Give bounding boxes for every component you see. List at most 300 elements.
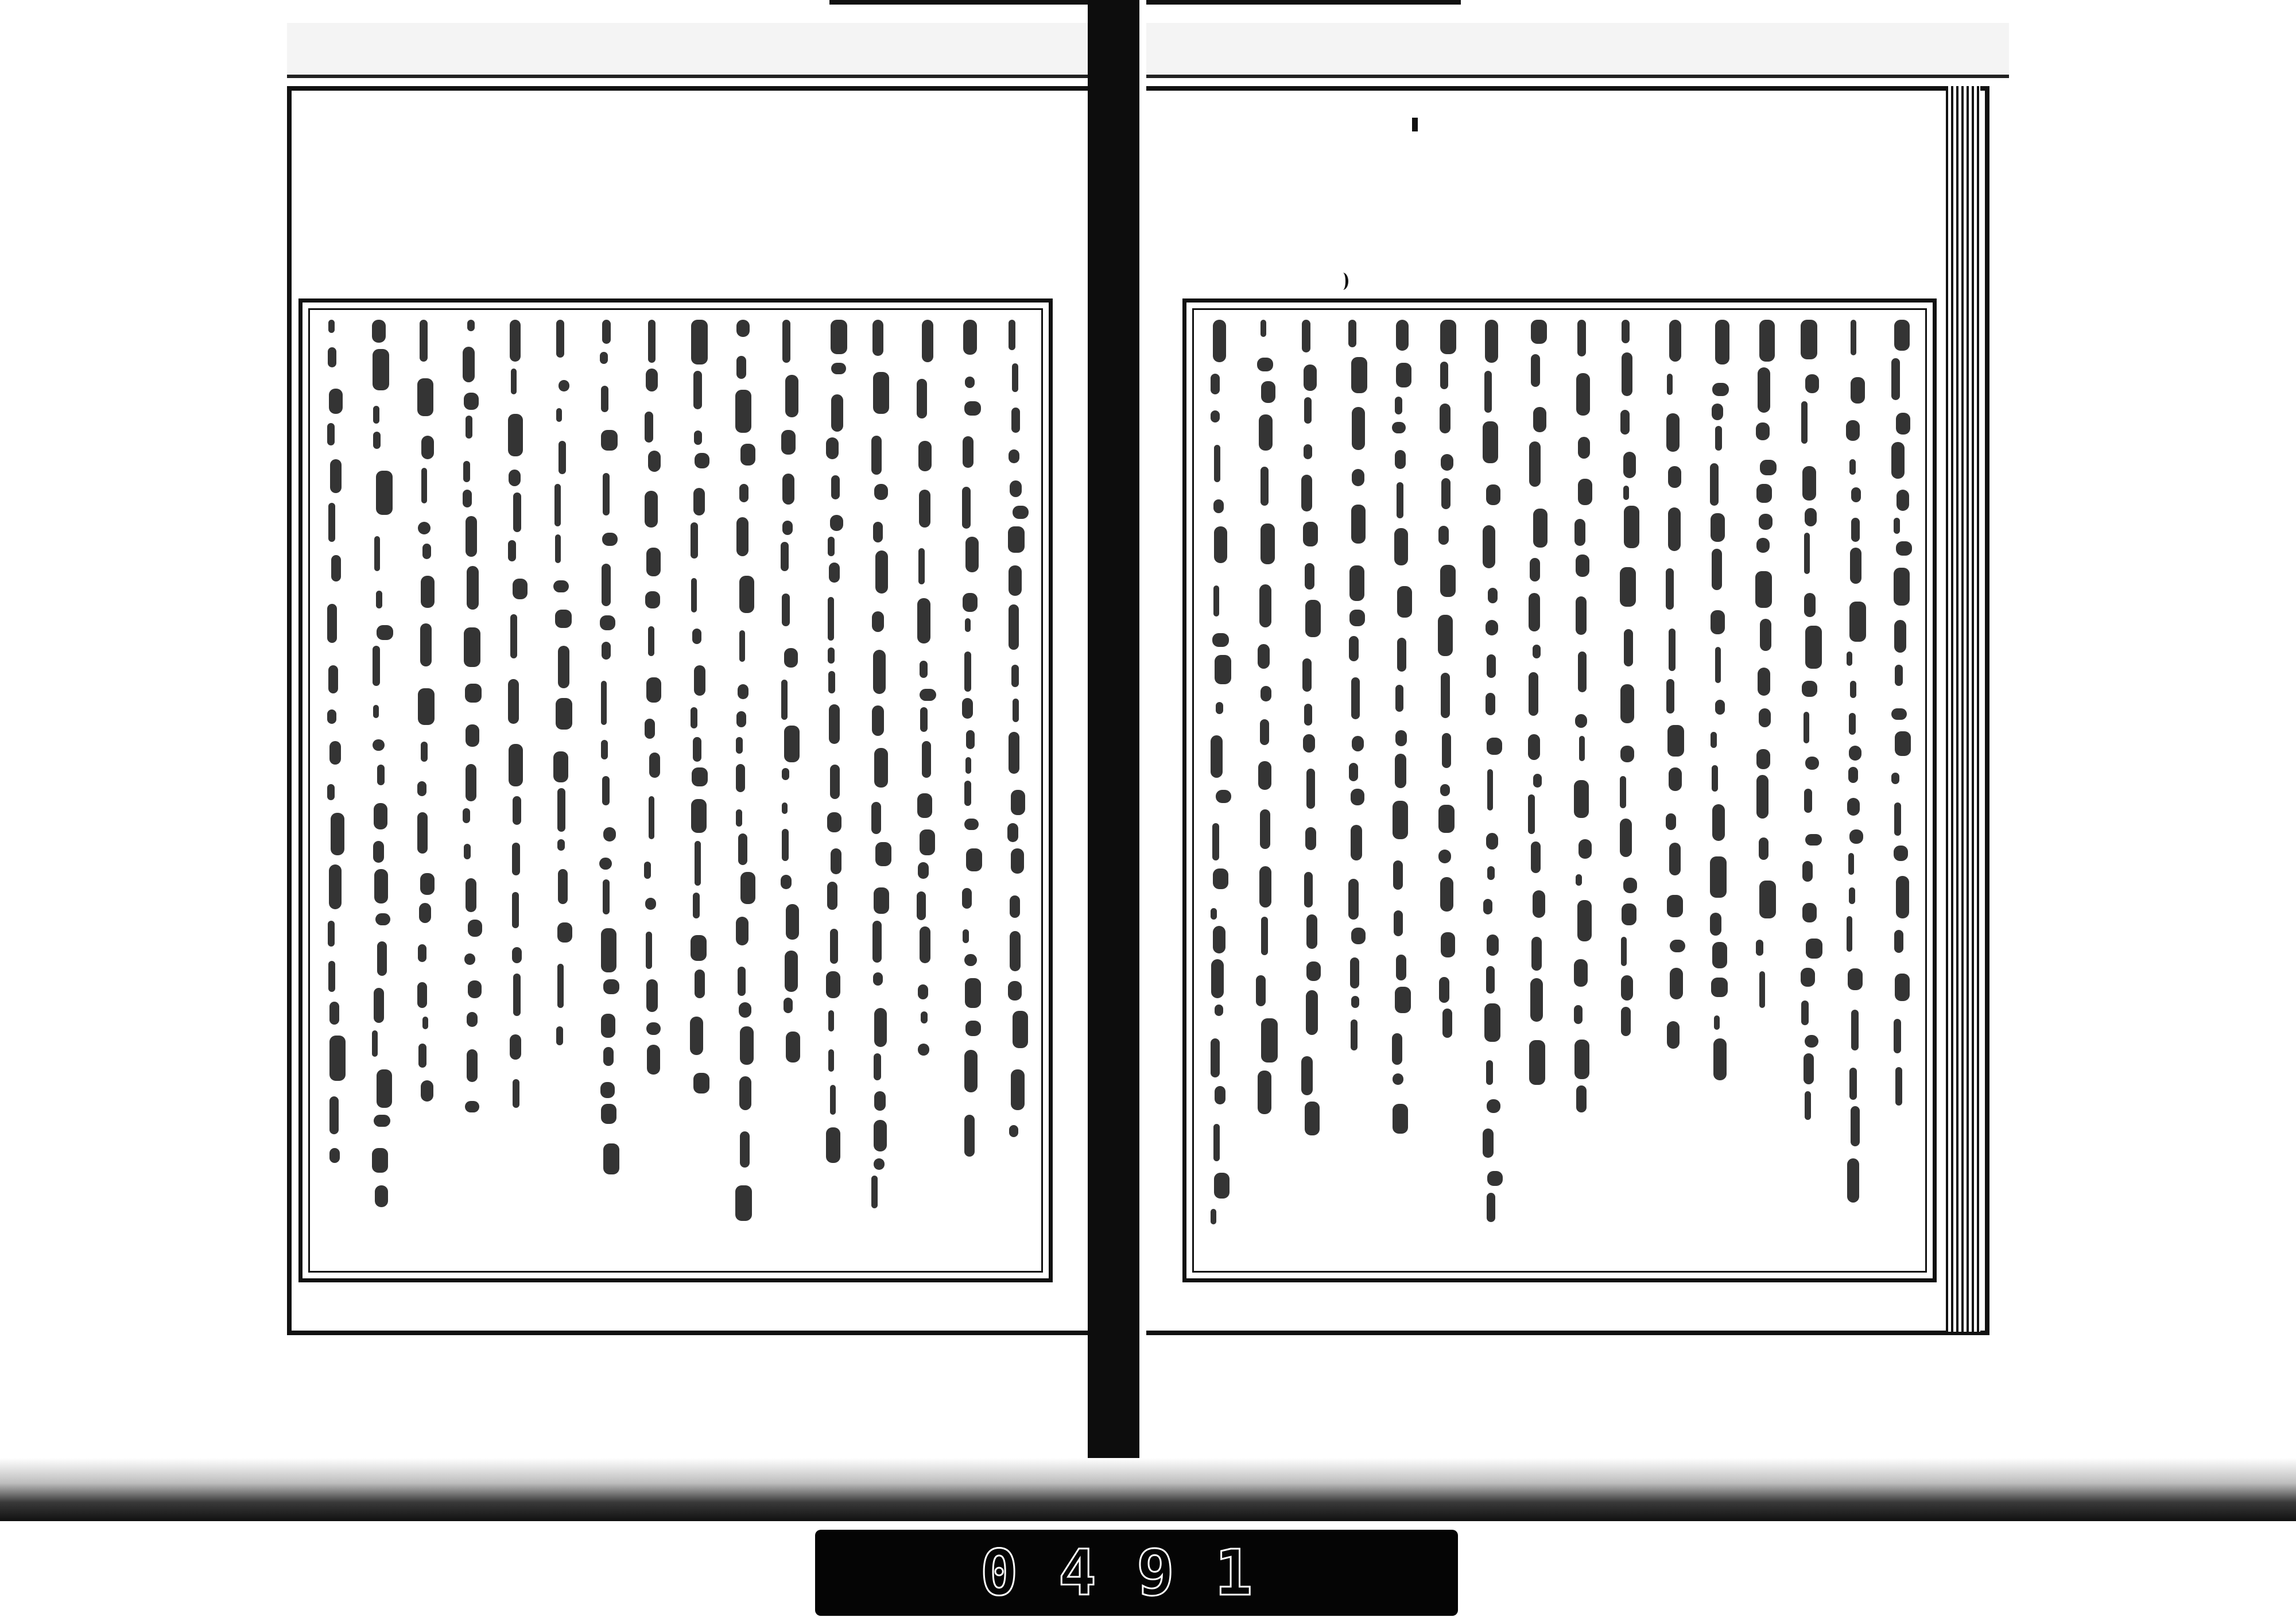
ink-stroke [646, 369, 658, 391]
ink-stroke [1666, 679, 1674, 714]
ink-stroke [1010, 480, 1022, 497]
ink-stroke [558, 869, 568, 904]
ink-stroke [826, 1127, 840, 1163]
ink-stroke [1395, 685, 1403, 712]
ink-stroke [1216, 790, 1231, 803]
ink-stroke [921, 1011, 928, 1023]
ink-stroke [511, 369, 517, 394]
ink-stroke [1212, 823, 1219, 860]
ink-stroke [1623, 486, 1629, 500]
ink-stroke [966, 848, 982, 871]
ink-stroke [875, 550, 888, 594]
handwritten-column [325, 320, 345, 1261]
ink-stroke [464, 393, 479, 410]
frame-number: 0491 [980, 1536, 1293, 1610]
ink-stroke [781, 875, 792, 889]
ink-stroke [872, 921, 882, 963]
ink-stroke [1891, 708, 1907, 720]
ink-stroke [831, 320, 847, 354]
handwritten-column [1006, 320, 1026, 1261]
ink-stroke [1802, 681, 1817, 697]
ink-stroke [601, 1104, 616, 1124]
ink-stroke [1576, 874, 1582, 886]
ink-stroke [922, 320, 933, 362]
ink-stroke [1846, 420, 1860, 441]
ink-stroke [1393, 1073, 1403, 1085]
ink-stroke [739, 484, 748, 502]
ink-stroke [922, 741, 931, 778]
ink-stroke [1306, 961, 1321, 981]
ink-stroke [736, 356, 746, 379]
ink-stroke [830, 765, 840, 799]
ink-stroke [556, 320, 564, 358]
ink-stroke [1577, 320, 1586, 356]
ink-stroke [965, 377, 975, 388]
ink-stroke [374, 803, 387, 829]
ink-stroke [1801, 401, 1808, 444]
ink-stroke [830, 1085, 836, 1115]
ink-stroke [1620, 776, 1626, 808]
ink-stroke [1350, 957, 1359, 988]
ink-stroke [784, 998, 793, 1013]
ink-stroke [828, 647, 835, 664]
ink-stroke [329, 1002, 339, 1025]
ink-stroke [644, 862, 651, 879]
ink-stroke [646, 932, 652, 969]
ink-stroke [1304, 704, 1312, 726]
ink-stroke [872, 320, 883, 356]
ink-stroke [1804, 712, 1809, 743]
ink-stroke [1894, 846, 1908, 861]
ink-stroke [1215, 655, 1231, 684]
ink-stroke [1013, 1011, 1028, 1048]
ink-stroke [467, 566, 479, 610]
ink-stroke [422, 544, 431, 559]
ink-stroke [738, 684, 748, 699]
ink-stroke [739, 1002, 751, 1018]
ink-stroke [1620, 819, 1632, 857]
ink-stroke [555, 534, 561, 563]
ink-stroke [1487, 738, 1502, 755]
ink-stroke [874, 1053, 881, 1080]
ink-stroke [874, 1091, 886, 1111]
ink-stroke [328, 320, 335, 333]
ink-stroke [1531, 842, 1541, 873]
ink-stroke [1487, 1193, 1495, 1222]
ink-stroke [1756, 749, 1770, 769]
ink-stroke [740, 872, 755, 904]
ink-stroke [1397, 586, 1412, 618]
ink-stroke [1442, 1009, 1452, 1038]
ink-stroke [963, 320, 977, 355]
ink-stroke [1622, 903, 1636, 925]
ink-stroke [420, 873, 435, 895]
ink-stroke [831, 363, 846, 374]
ink-stroke [1211, 959, 1224, 998]
ink-stroke [1669, 767, 1682, 791]
ink-stroke [918, 862, 929, 879]
handwritten-column [870, 320, 890, 1261]
ink-stroke [555, 610, 572, 628]
ink-stroke [735, 1185, 752, 1221]
ink-stroke [463, 347, 475, 382]
ink-stroke [1011, 408, 1020, 433]
ink-stroke [1349, 763, 1358, 781]
ink-stroke [603, 473, 610, 515]
ink-stroke [963, 929, 969, 943]
ink-stroke [1261, 686, 1271, 701]
ink-stroke [463, 808, 470, 823]
ink-stroke [1440, 784, 1450, 796]
ink-stroke [1211, 1209, 1216, 1224]
ink-stroke [1213, 868, 1228, 889]
handwritten-column [416, 320, 436, 1261]
ink-stroke [1758, 668, 1770, 696]
ink-stroke [693, 737, 701, 762]
ink-stroke [1351, 357, 1367, 393]
ink-stroke [691, 522, 698, 559]
ink-stroke [738, 967, 746, 996]
ink-stroke [329, 1036, 346, 1081]
ink-stroke [1260, 809, 1270, 849]
ink-stroke [1349, 565, 1364, 601]
ink-stroke [329, 741, 341, 765]
ink-stroke [736, 764, 745, 792]
ink-stroke [1623, 878, 1637, 893]
ink-stroke [1259, 414, 1273, 451]
ink-stroke [1304, 397, 1312, 424]
ink-stroke [917, 379, 927, 418]
ink-stroke [1215, 1086, 1225, 1104]
ink-stroke [1302, 320, 1310, 352]
ink-stroke [740, 444, 755, 466]
ink-stroke [691, 935, 707, 961]
handwritten-column [1890, 320, 1910, 1261]
ink-stroke [601, 681, 607, 725]
ink-stroke [1760, 460, 1777, 475]
ink-stroke [1010, 895, 1020, 918]
ink-stroke [1578, 652, 1587, 692]
ink-stroke [1304, 364, 1317, 391]
ink-stroke [784, 648, 798, 668]
ink-stroke [373, 841, 384, 863]
ink-stroke [557, 788, 565, 832]
ink-stroke [1894, 930, 1903, 953]
ink-stroke [1394, 528, 1408, 565]
ink-stroke [1301, 475, 1312, 511]
ink-stroke [1258, 761, 1271, 790]
ink-stroke [513, 579, 528, 599]
ink-stroke [1623, 452, 1636, 478]
ink-stroke [873, 650, 886, 694]
ink-stroke [1483, 899, 1492, 914]
ink-stroke [828, 537, 835, 556]
ink-stroke [1211, 735, 1223, 778]
handwritten-column [461, 320, 481, 1261]
ink-stroke [872, 705, 884, 736]
ink-stroke [1710, 913, 1721, 936]
ink-stroke [917, 598, 930, 643]
ink-stroke [1487, 654, 1496, 678]
ink-stroke [1896, 541, 1912, 556]
ink-stroke [875, 842, 891, 866]
ink-stroke [603, 1143, 619, 1174]
ink-stroke [1666, 413, 1680, 452]
ink-stroke [1393, 1104, 1408, 1134]
ink-stroke [871, 436, 882, 475]
ink-stroke [691, 799, 707, 833]
ink-stroke [1302, 658, 1312, 692]
ink-stroke [375, 1185, 388, 1207]
ink-stroke [1576, 1085, 1587, 1112]
ink-stroke [1010, 931, 1021, 971]
ink-stroke [1303, 734, 1315, 753]
ink-stroke [782, 802, 788, 814]
ink-stroke [1261, 524, 1275, 564]
ink-stroke [736, 320, 750, 337]
ink-stroke [646, 677, 661, 703]
ink-stroke [962, 698, 973, 719]
ink-stroke [1896, 490, 1909, 511]
ink-stroke [1257, 358, 1273, 371]
ink-stroke [1348, 879, 1359, 920]
ink-stroke [782, 768, 789, 780]
ink-stroke [738, 833, 747, 865]
ink-stroke [1529, 593, 1540, 631]
ink-stroke [1806, 939, 1822, 959]
handwritten-column [1436, 320, 1456, 1261]
ink-stroke [1531, 354, 1540, 387]
ink-stroke [509, 744, 523, 786]
ink-stroke [1851, 487, 1861, 502]
ink-stroke [510, 320, 521, 362]
ink-stroke [1211, 410, 1220, 422]
ink-stroke [965, 618, 971, 632]
ink-stroke [464, 844, 471, 859]
ink-stroke [1009, 320, 1015, 350]
ink-stroke [1850, 681, 1856, 698]
ink-stroke [1804, 789, 1812, 813]
ink-stroke [648, 451, 661, 472]
ink-stroke [1216, 702, 1223, 714]
ink-stroke [1484, 1003, 1500, 1042]
ink-mark [1337, 273, 1348, 290]
ink-stroke [464, 627, 480, 667]
ink-stroke [1303, 522, 1318, 546]
ink-stroke [1394, 910, 1403, 936]
ink-stroke [1576, 554, 1589, 577]
ink-stroke [871, 1176, 878, 1208]
ink-stroke [694, 665, 705, 696]
ink-stroke [1711, 732, 1717, 748]
ink-stroke [1213, 585, 1219, 616]
ink-stroke [1305, 1102, 1320, 1135]
ink-stroke [1351, 505, 1366, 544]
ink-stroke [374, 536, 380, 571]
ink-stroke [1801, 1001, 1809, 1025]
ink-stroke [1847, 652, 1852, 666]
ink-stroke [372, 320, 386, 343]
ink-stroke [872, 611, 884, 632]
ink-stroke [963, 436, 974, 468]
ink-stroke [1011, 848, 1024, 874]
ink-stroke [1896, 876, 1909, 918]
ink-stroke [1214, 445, 1220, 482]
ink-stroke [693, 488, 705, 515]
ink-stroke [691, 320, 708, 364]
ink-stroke [421, 1080, 433, 1102]
ink-stroke [1211, 1038, 1220, 1077]
ink-stroke [330, 459, 342, 493]
ink-stroke [1575, 714, 1587, 728]
ink-stroke [1851, 377, 1865, 404]
ink-stroke [1213, 320, 1226, 362]
ink-stroke [1756, 422, 1770, 440]
ink-stroke [1712, 942, 1727, 968]
ink-stroke [1801, 320, 1817, 359]
ink-stroke [1486, 833, 1498, 850]
ink-stroke [965, 537, 979, 572]
ink-stroke [1760, 619, 1771, 651]
ink-stroke [512, 947, 522, 963]
handwritten-column [1709, 320, 1728, 1261]
ink-stroke [1847, 916, 1852, 952]
ink-stroke [603, 1047, 614, 1066]
ink-stroke [328, 921, 335, 947]
ink-stroke [830, 929, 838, 964]
ink-stroke [1533, 509, 1548, 548]
ink-stroke [1895, 1067, 1902, 1106]
ink-stroke [377, 1069, 392, 1108]
ink-stroke [1529, 672, 1538, 716]
ink-stroke [1669, 320, 1681, 362]
ink-stroke [964, 819, 979, 830]
ink-stroke [1850, 548, 1861, 584]
ink-stroke [1805, 508, 1817, 526]
ink-stroke [328, 665, 338, 693]
ink-stroke [649, 753, 660, 778]
ink-stroke [1668, 466, 1681, 488]
ink-stroke [603, 879, 610, 914]
ink-stroke [554, 484, 561, 526]
ink-stroke [463, 490, 472, 507]
ink-stroke [829, 563, 840, 583]
ink-stroke [418, 522, 430, 534]
ink-stroke [782, 320, 790, 363]
ink-stroke [373, 646, 380, 686]
left-text-frame [298, 298, 1053, 1282]
handwritten-column [1799, 320, 1819, 1261]
ink-stroke [1351, 825, 1362, 860]
ink-stroke [374, 1115, 390, 1127]
ink-stroke [1667, 1021, 1680, 1049]
ink-stroke [374, 988, 384, 1023]
ink-stroke [690, 1017, 703, 1055]
ink-stroke [1438, 526, 1449, 545]
ink-stroke [1013, 506, 1029, 519]
ink-stroke [1258, 1071, 1271, 1114]
ink-stroke [1397, 638, 1406, 672]
bottom-shadow [0, 1458, 2296, 1521]
ink-stroke [1805, 757, 1819, 770]
ink-stroke [1805, 1035, 1818, 1048]
ink-stroke [645, 719, 655, 739]
ink-stroke [601, 386, 608, 412]
ink-stroke [1301, 1056, 1313, 1095]
ink-stroke [1009, 604, 1019, 650]
ink-stroke [1528, 734, 1540, 760]
frame-number-plate [815, 1530, 1458, 1616]
ink-stroke [874, 1008, 887, 1047]
ink-stroke [874, 1158, 885, 1170]
ink-stroke [964, 401, 981, 416]
ink-stroke [1759, 837, 1768, 860]
ink-stroke [1261, 917, 1268, 955]
ink-stroke [602, 776, 610, 805]
ink-stroke [830, 515, 843, 531]
ink-stroke [828, 671, 835, 693]
handwritten-column [643, 320, 662, 1261]
ink-stroke [648, 626, 654, 656]
ink-stroke [920, 689, 936, 701]
ink-stroke [1486, 484, 1500, 505]
ink-stroke [1439, 977, 1449, 1003]
ink-stroke [468, 980, 482, 998]
handwritten-column [825, 320, 844, 1261]
ink-stroke [874, 1120, 887, 1151]
ink-stroke [1011, 1069, 1025, 1110]
ink-stroke [1894, 518, 1900, 534]
ink-stroke [1713, 1038, 1727, 1080]
ink-stroke [376, 471, 393, 515]
ink-stroke [1802, 903, 1817, 922]
ink-stroke [1256, 975, 1266, 1006]
ink-stroke [1620, 567, 1636, 607]
ink-stroke [1306, 914, 1317, 949]
ink-stroke [1578, 479, 1592, 505]
ink-stroke [1622, 320, 1630, 343]
ink-stroke [1009, 732, 1019, 774]
ink-stroke [831, 394, 843, 432]
handwritten-column [916, 320, 935, 1261]
ink-stroke [646, 548, 661, 576]
ink-stroke [827, 882, 837, 910]
ink-stroke [735, 390, 751, 433]
ink-stroke [1715, 320, 1729, 364]
ink-stroke [1574, 1005, 1583, 1024]
ink-stroke [512, 843, 520, 875]
ink-stroke [1851, 1106, 1860, 1146]
handwritten-column [598, 320, 617, 1261]
ink-stroke [1847, 1158, 1859, 1203]
ink-stroke [918, 441, 932, 471]
handwritten-column [507, 320, 526, 1261]
ink-stroke [1441, 932, 1455, 957]
ink-stroke [1574, 1040, 1589, 1079]
ink-stroke [1714, 1015, 1720, 1030]
ink-stroke [1011, 665, 1019, 687]
ink-stroke [1759, 514, 1773, 530]
ink-stroke [1715, 426, 1722, 451]
ink-stroke [964, 781, 971, 806]
ink-stroke [826, 437, 839, 459]
ink-stroke [648, 320, 656, 363]
ink-stroke [466, 724, 479, 747]
ink-stroke [421, 742, 428, 762]
ink-stroke [781, 542, 789, 571]
handwritten-column [1754, 320, 1774, 1261]
ink-stroke [512, 892, 519, 928]
